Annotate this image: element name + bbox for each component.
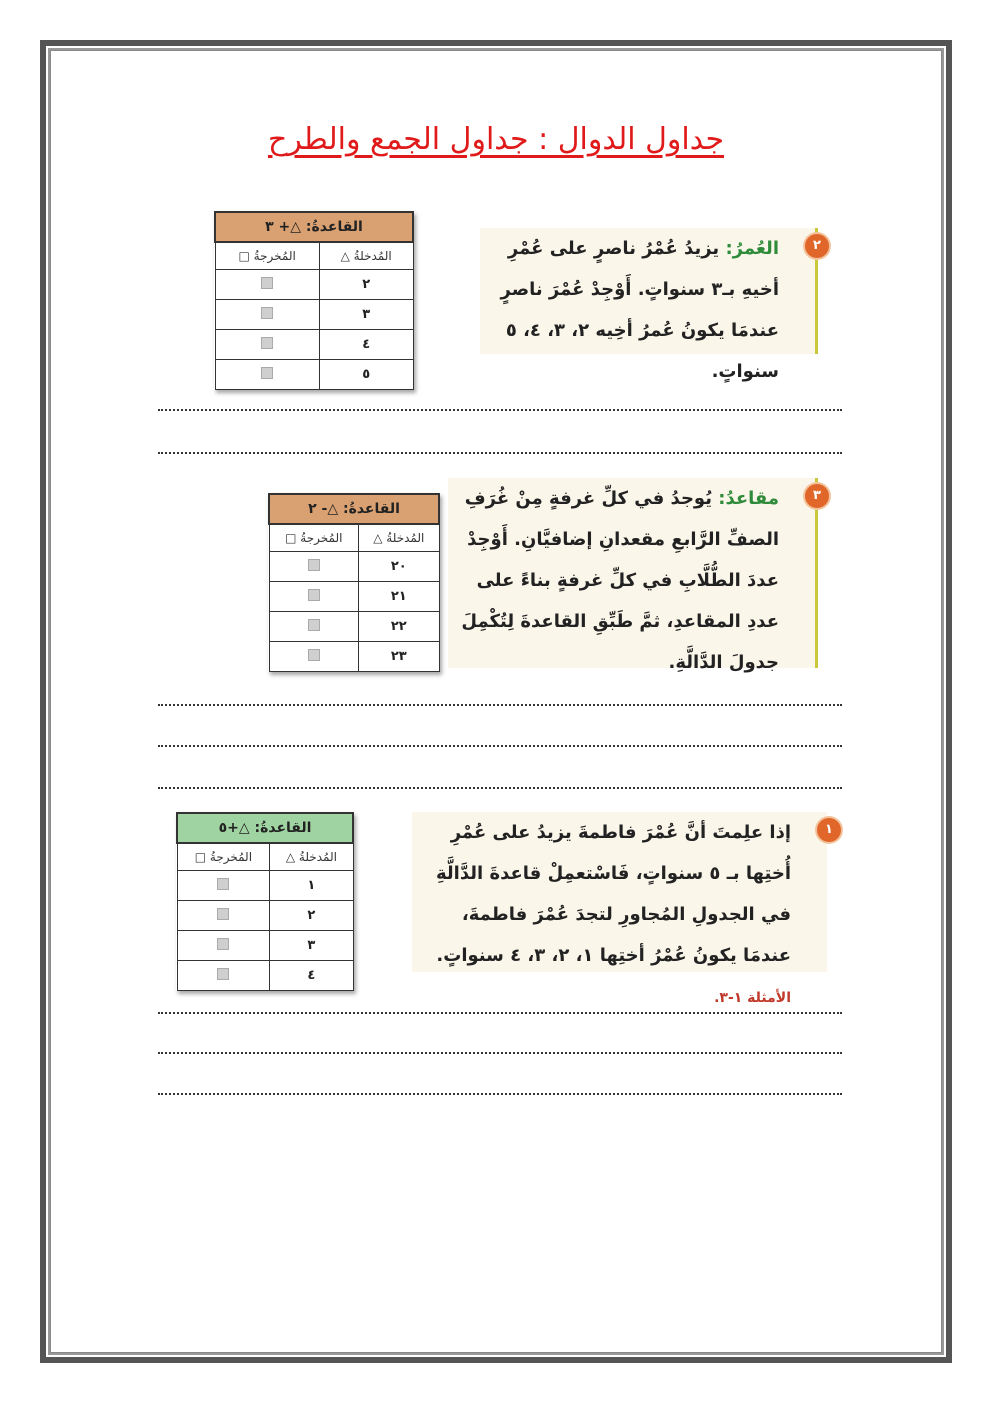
exercise-keyword: العُمرُ: [725, 238, 779, 259]
output-cell[interactable] [269, 552, 359, 582]
input-cell: ٢٣ [359, 642, 439, 672]
input-cell: ٤ [319, 330, 413, 360]
input-cell: ٢٠ [359, 552, 439, 582]
function-table-2 [268, 493, 440, 672]
answer-line[interactable] [158, 409, 842, 411]
input-cell: ٢ [319, 270, 413, 300]
output-cell[interactable] [177, 931, 270, 961]
function-table-1 [214, 211, 414, 390]
table-rule: القاعدةُ: △+ ٣ [215, 212, 413, 242]
output-cell[interactable] [215, 270, 319, 300]
exercise-2-text-block [480, 228, 821, 382]
examples-reference: الأمثلة ١-٣. [714, 990, 791, 1006]
input-header: المُدخلةُ △ [359, 524, 439, 552]
output-cell[interactable] [269, 642, 359, 672]
output-cell[interactable] [269, 582, 359, 612]
input-cell: ٢ [270, 901, 353, 931]
input-cell: ٣ [270, 931, 353, 961]
answer-line[interactable] [158, 787, 842, 789]
answer-line[interactable] [158, 1012, 842, 1014]
table-rule: القاعدةُ: △+٥ [177, 813, 353, 843]
input-header: المُدخلةُ △ [319, 242, 413, 270]
output-cell[interactable] [269, 612, 359, 642]
output-cell[interactable] [215, 300, 319, 330]
answer-line[interactable] [158, 704, 842, 706]
input-cell: ٣ [319, 300, 413, 330]
input-cell: ٢٢ [359, 612, 439, 642]
answer-line[interactable] [158, 452, 842, 454]
answer-line[interactable] [158, 1052, 842, 1054]
input-cell: ٤ [270, 961, 353, 991]
output-header: المُخرجةُ □ [177, 843, 270, 871]
output-cell[interactable] [215, 360, 319, 390]
exercise-number-badge: ١ [817, 818, 841, 842]
table-rule: القاعدةُ: △- ٢ [269, 494, 439, 524]
exercise-text: إذا علِمتَ أنَّ عُمْرَ فاطمةَ يزيدُ على عُمْرِ أُختِها بـ ٥ سنواتٍ، فَاسْتعمِلْ قاعدةَ الدَّالَّةِ في الجدولِ المُجاورِ لتجدَ عُمْرَ فاطمةَ، عندمَا يكونُ عُمْرُ أختِها ١، ٢، ٣، ٤ سنواتٍ. [436, 822, 791, 966]
exercise-3-text-block [448, 478, 821, 673]
output-cell[interactable] [177, 901, 270, 931]
input-cell: ٥ [319, 360, 413, 390]
input-cell: ٢١ [359, 582, 439, 612]
exercise-number-badge: ٢ [805, 234, 829, 258]
exercise-1-text-block [412, 812, 833, 1006]
input-header: المُدخلةُ △ [270, 843, 353, 871]
answer-line[interactable] [158, 1093, 842, 1095]
exercise-text: يزيدُ عُمْرُ ناصرٍ على عُمْرِ أخيهِ بـ٣ سنواتٍ. أَوْجِدْ عُمْرَ ناصرٍ عندمَا يكونُ عُمرُ أخِيه ٢، ٣، ٤، ٥ سنواتٍ. [500, 238, 779, 382]
output-header: المُخرجةُ □ [215, 242, 319, 270]
function-table-3 [176, 812, 354, 991]
answer-line[interactable] [158, 745, 842, 747]
input-cell: ١ [270, 871, 353, 901]
output-cell[interactable] [177, 871, 270, 901]
output-cell[interactable] [177, 961, 270, 991]
page-title: جداول الدوال : جداول الجمع والطرح [267, 122, 725, 157]
exercise-text: يُوجدُ في كلِّ غرفةٍ مِنْ غُرَفِ الصفِّ الرَّابعِ مقعدانِ إضافيَّانِ. أَوْجِدْ عددَ الطُّلَّابِ في كلِّ غرفةٍ بناءً على عددِ المقاعدِ، ثمَّ طَبِّقِ القاعدةَ لِتُكْمِلَ جدولَ الدَّالَّةِ. [461, 488, 779, 673]
output-header: المُخرجةُ □ [269, 524, 359, 552]
exercise-keyword: مقاعدُ: [718, 488, 779, 509]
exercise-number-badge: ٣ [805, 484, 829, 508]
output-cell[interactable] [215, 330, 319, 360]
